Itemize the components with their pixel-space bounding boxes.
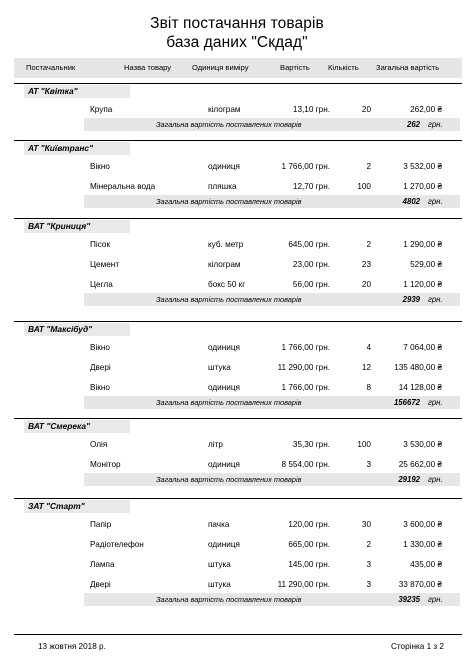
unit-of-measure: штука xyxy=(208,363,231,372)
group-total-unit: грн. xyxy=(428,398,443,407)
unit-of-measure: пачка xyxy=(208,520,230,529)
price-value: 1 766,00 грн. xyxy=(281,343,330,352)
line-total: 33 870,00 ₴ xyxy=(398,580,442,589)
quantity-value: 2 xyxy=(366,540,371,549)
line-total: 25 662,00 ₴ xyxy=(398,460,442,469)
supplier-name: АТ "Київтранс" xyxy=(24,142,130,155)
group-total-unit: грн. xyxy=(428,475,443,484)
group-total-label: Загальна вартість поставлених товарів xyxy=(156,398,302,407)
col-unit: Одиниця виміру xyxy=(192,63,249,72)
quantity-value: 4 xyxy=(366,343,371,352)
price-value: 1 766,00 грн. xyxy=(281,162,330,171)
supplier-name: ВАТ "Смерека" xyxy=(24,420,130,433)
unit-of-measure: пляшка xyxy=(208,182,237,191)
group-total-unit: грн. xyxy=(428,595,443,604)
price-value: 56,00 грн. xyxy=(292,280,330,289)
line-total: 1 330,00 ₴ xyxy=(403,540,442,549)
product-name: Олія xyxy=(90,440,108,449)
price-value: 12,70 грн. xyxy=(292,182,330,191)
price-value: 1 766,00 грн. xyxy=(281,383,330,392)
product-name: Двері xyxy=(90,580,111,589)
line-total: 1 290,00 ₴ xyxy=(403,240,442,249)
supplier-divider xyxy=(14,498,462,499)
line-total: 529,00 ₴ xyxy=(410,260,442,269)
supplier-divider xyxy=(14,83,462,84)
col-product: Назва товару xyxy=(124,63,172,72)
quantity-value: 12 xyxy=(361,363,371,372)
quantity-value: 23 xyxy=(361,260,371,269)
col-total: Загальна вартість xyxy=(376,63,440,72)
quantity-value: 20 xyxy=(361,105,371,114)
group-total-label: Загальна вартість поставлених товарів xyxy=(156,475,302,484)
group-total-label: Загальна вартість поставлених товарів xyxy=(156,295,302,304)
unit-of-measure: куб. метр xyxy=(208,240,244,249)
group-total-label: Загальна вартість поставлених товарів xyxy=(156,120,302,129)
quantity-value: 100 xyxy=(357,182,371,191)
unit-of-measure: кілограм xyxy=(208,260,241,269)
price-value: 120,00 грн. xyxy=(288,520,330,529)
group-total-unit: грн. xyxy=(428,120,443,129)
line-total: 3 530,00 ₴ xyxy=(403,440,442,449)
column-header-bar xyxy=(14,58,462,78)
unit-of-measure: літр xyxy=(208,440,223,449)
unit-of-measure: кілограм xyxy=(208,105,241,114)
unit-of-measure: одиниця xyxy=(208,540,240,549)
product-name: Крупа xyxy=(90,105,113,114)
product-name: Вікно xyxy=(90,343,110,352)
product-name: Радіотелефон xyxy=(90,540,144,549)
product-name: Лампа xyxy=(90,560,115,569)
unit-of-measure: бокс 50 кг xyxy=(208,280,246,289)
col-supplier: Постачальник xyxy=(26,63,76,72)
footer-divider xyxy=(14,634,462,635)
unit-of-measure: одиниця xyxy=(208,162,240,171)
line-total: 7 064,00 ₴ xyxy=(403,343,442,352)
price-value: 8 554,00 грн. xyxy=(281,460,330,469)
group-total-unit: грн. xyxy=(428,295,443,304)
quantity-value: 2 xyxy=(366,240,371,249)
supplier-divider xyxy=(14,218,462,219)
supplier-name: ВАТ "Максібуд" xyxy=(24,323,130,336)
footer-date: 13 жовтня 2018 р. xyxy=(38,642,106,651)
supplier-divider xyxy=(14,321,462,322)
product-name: Папір xyxy=(90,520,112,529)
quantity-value: 3 xyxy=(366,580,371,589)
price-value: 23,00 грн. xyxy=(292,260,330,269)
quantity-value: 8 xyxy=(366,383,371,392)
product-name: Пісок xyxy=(90,240,111,249)
col-price: Вартість xyxy=(280,63,310,72)
quantity-value: 3 xyxy=(366,560,371,569)
product-name: Двері xyxy=(90,363,111,372)
product-name: Вікно xyxy=(90,383,110,392)
quantity-value: 2 xyxy=(366,162,371,171)
line-total: 135 480,00 ₴ xyxy=(394,363,442,372)
price-value: 13,10 грн. xyxy=(292,105,330,114)
group-total-value: 39235 xyxy=(398,595,420,604)
group-total-value: 4802 xyxy=(402,197,420,206)
line-total: 435,00 ₴ xyxy=(410,560,442,569)
line-total: 3 532,00 ₴ xyxy=(403,162,442,171)
supplier-name: ВАТ "Криниця" xyxy=(24,220,130,233)
price-value: 11 290,00 грн. xyxy=(277,580,330,589)
price-value: 665,00 грн. xyxy=(288,540,330,549)
group-total-unit: грн. xyxy=(428,197,443,206)
group-total-value: 156672 xyxy=(393,398,420,407)
product-name: Мінеральна вода xyxy=(90,182,156,191)
product-name: Монітор xyxy=(90,460,121,469)
line-total: 1 270,00 ₴ xyxy=(403,182,442,191)
report-title: Звіт постачання товарів xyxy=(150,15,324,32)
group-total-value: 29192 xyxy=(398,475,420,484)
line-total: 3 600,00 ₴ xyxy=(403,520,442,529)
product-name: Цегла xyxy=(90,280,113,289)
product-name: Цемент xyxy=(90,260,120,269)
unit-of-measure: одиниця xyxy=(208,383,240,392)
supplier-divider xyxy=(14,418,462,419)
quantity-value: 3 xyxy=(366,460,371,469)
group-total-value: 262 xyxy=(406,120,420,129)
col-qty: Кількість xyxy=(328,63,359,72)
price-value: 145,00 грн. xyxy=(288,560,330,569)
quantity-value: 20 xyxy=(361,280,371,289)
quantity-value: 30 xyxy=(361,520,371,529)
report-subtitle: база даних "Скдад" xyxy=(166,34,308,51)
price-value: 645,00 грн. xyxy=(288,240,330,249)
line-total: 262,00 ₴ xyxy=(410,105,442,114)
price-value: 35,30 грн. xyxy=(292,440,330,449)
line-total: 1 120,00 ₴ xyxy=(403,280,442,289)
unit-of-measure: одиниця xyxy=(208,343,240,352)
unit-of-measure: одиниця xyxy=(208,460,240,469)
supplier-name: АТ "Квітка" xyxy=(24,85,130,98)
supplier-name: ЗАТ "Старт" xyxy=(24,500,130,513)
group-total-value: 2939 xyxy=(402,295,420,304)
footer-page: Сторінка 1 з 2 xyxy=(390,642,444,651)
quantity-value: 100 xyxy=(357,440,371,449)
price-value: 11 290,00 грн. xyxy=(277,363,330,372)
supplier-divider xyxy=(14,140,462,141)
unit-of-measure: штука xyxy=(208,560,231,569)
group-total-label: Загальна вартість поставлених товарів xyxy=(156,595,302,604)
product-name: Вікно xyxy=(90,162,110,171)
line-total: 14 128,00 ₴ xyxy=(398,383,442,392)
group-total-label: Загальна вартість поставлених товарів xyxy=(156,197,302,206)
unit-of-measure: штука xyxy=(208,580,231,589)
